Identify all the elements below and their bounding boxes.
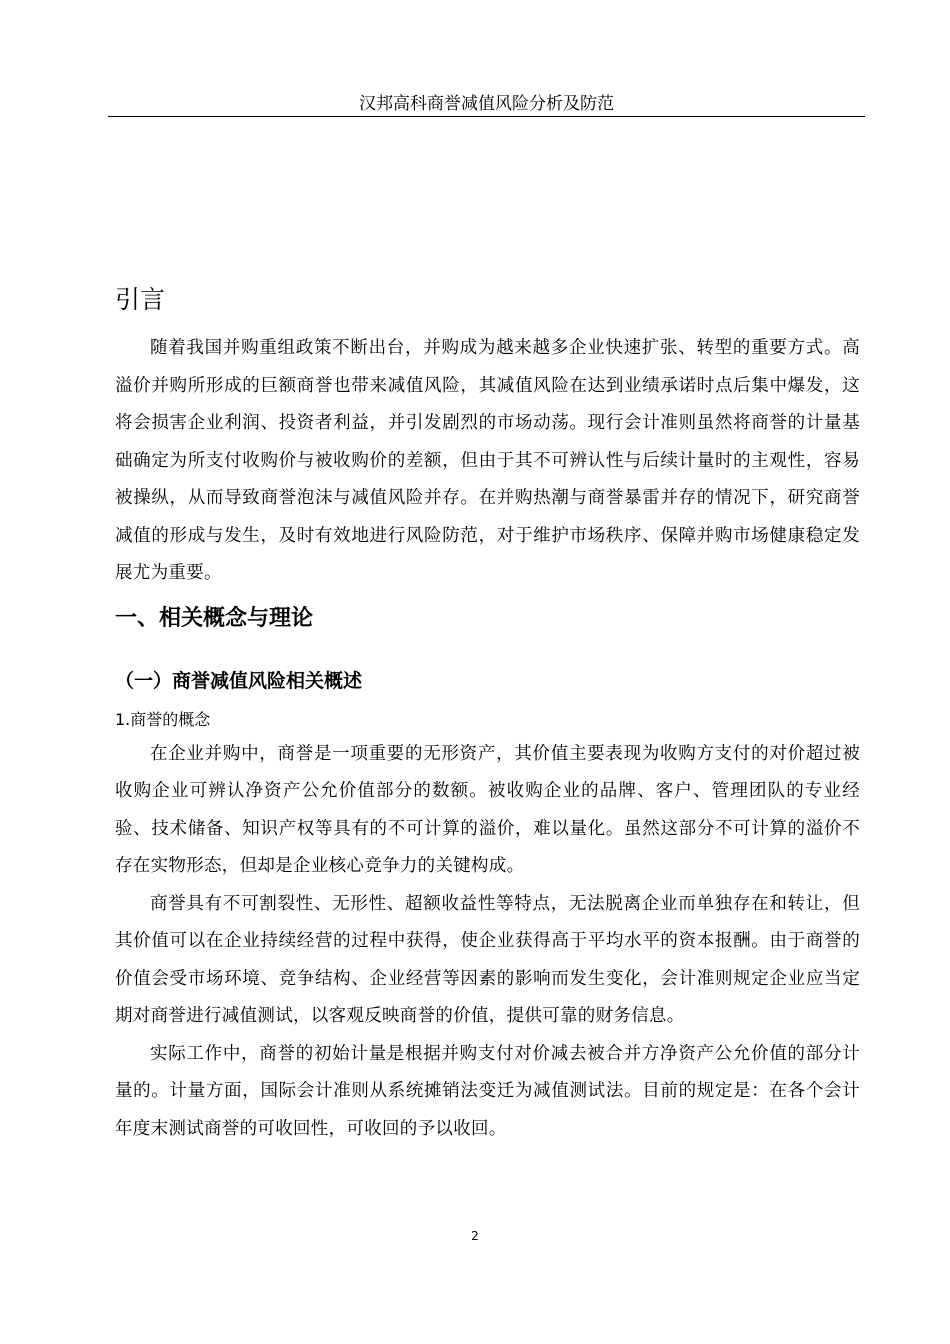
item-heading: 1.商誉的概念	[115, 709, 211, 729]
page-content	[115, 280, 860, 1148]
subsection-heading: （一）商誉减值风险相关概述	[115, 669, 363, 692]
header-rule	[108, 116, 865, 117]
intro-paragraph: 随着我国并购重组政策不断出台，并购成为越来越多企业快速扩张、转型的重要方式。高溢价并购所形成的巨额商誉也带来减值风险，其减值风险在达到业绩承诺时点后集中爆发，这将会损害企业利润、投资者利益，并引发剧烈的市场动荡。现行会计准则虽然将商誉的计量基础确定为所支付收购价与被收购价的差额，但由于其不可辨认性与后续计量时的主观性，容易被操纵，从而导致商誉泡沫与减值风险并存。在并购热潮与商誉暴雷并存的情况下，研究商誉减值的形成与发生，及时有效地进行风险防范，对于维护市场秩序、保障并购市场健康稳定发展尤为重要。	[115, 338, 860, 583]
intro-heading: 引言	[115, 285, 166, 314]
section-heading: 一、相关概念与理论	[115, 605, 314, 631]
body-paragraph: 实际工作中，商誉的初始计量是根据并购支付对价减去被合并方净资产公允价值的部分计量的。计量方面，国际会计准则从系统摊销法变迁为减值测试法。目前的规定是：在各个会计年度末测试商誉的可收回性，可收回的予以收回。	[115, 1043, 860, 1139]
body-paragraph: 在企业并购中，商誉是一项重要的无形资产，其价值主要表现为收购方支付的对价超过被收购企业可辨认净资产公允价值部分的数额。被收购企业的品牌、客户、管理团队的专业经验、技术储备、知识产权等具有的不可计算的溢价，难以量化。虽然这部分不可计算的溢价不存在实物形态，但却是企业核心竞争力的关键构成。	[115, 743, 860, 876]
page-number: 2	[471, 1229, 479, 1243]
body-paragraph: 商誉具有不可割裂性、无形性、超额收益性等特点，无法脱离企业而单独存在和转让，但其价值可以在企业持续经营的过程中获得，使企业获得高于平均水平的资本报酬。由于商誉的价值会受市场环境、竞争结构、企业经营等因素的影响而发生变化，会计准则规定企业应当定期对商誉进行减值测试，以客观反映商誉的价值，提供可靠的财务信息。	[115, 893, 860, 1026]
running-header-title: 汉邦高科商誉减值风险分析及防范	[359, 94, 614, 114]
